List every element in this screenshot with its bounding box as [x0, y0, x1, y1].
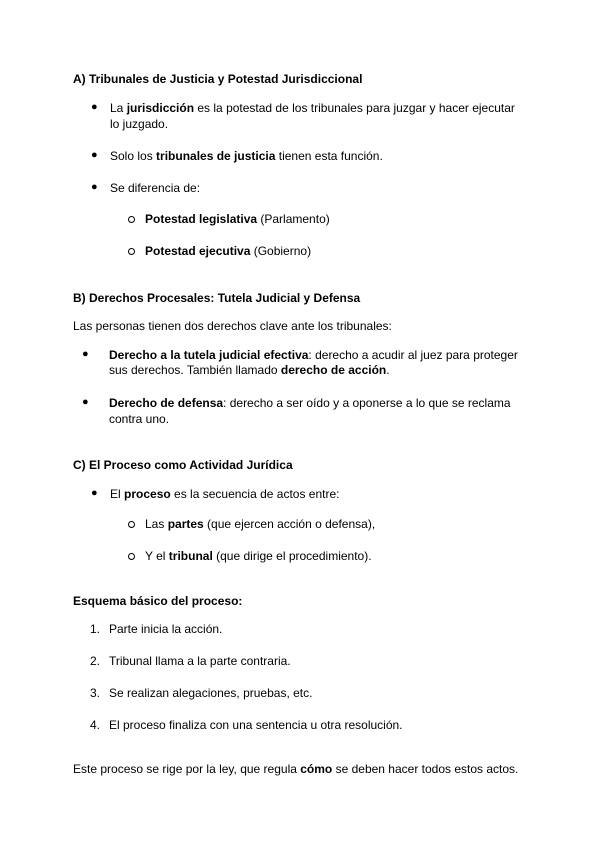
numbered-item: Parte inicia la acción. [109, 622, 223, 636]
list-item: Derecho a la tutela judicial efectiva: derecho a acudir al juez para proteger [109, 348, 518, 362]
list-item: Solo los tribunales de justicia tienen esta función. [110, 149, 383, 163]
sub-bullet-circle [128, 248, 135, 255]
section-b-heading: B) Derechos Procesales: Tutela Judicial y Defensa [73, 291, 361, 305]
bullet-dot: ● [82, 348, 89, 360]
section-b-intro: Las personas tienen dos derechos clave ante los tribunales: [73, 319, 392, 333]
bullet-dot: ● [82, 396, 89, 408]
list-item: La jurisdicción es la potestad de los tribunales para juzgar y hacer ejecutar [110, 101, 515, 115]
list-item: El proceso es la secuencia de actos entre: [110, 487, 340, 501]
bullet-dot: ● [91, 101, 98, 113]
list-item: Se diferencia de: [110, 181, 201, 195]
bullet-dot: ● [91, 487, 98, 499]
numbered-item: Tribunal llama a la parte contraria. [109, 654, 291, 668]
list-number: 3. [90, 686, 101, 700]
sub-list-item: Potestad legislativa (Parlamento) [145, 212, 330, 226]
list-item-continuation: lo juzgado. [110, 117, 169, 131]
bullet-dot: ● [91, 149, 98, 161]
schema-heading: Esquema básico del proceso: [73, 594, 243, 608]
list-number: 1. [90, 622, 101, 636]
numbered-item: El proceso finaliza con una sentencia u otra resolución. [109, 718, 403, 732]
section-c-heading: C) El Proceso como Actividad Jurídica [73, 458, 293, 472]
list-item-continuation: contra uno. [109, 412, 170, 426]
sub-bullet-circle [128, 521, 135, 528]
sub-list-item: Potestad ejecutiva (Gobierno) [145, 244, 312, 258]
sub-list-item: Y el tribunal (que dirige el procedimiento). [145, 549, 372, 563]
list-number: 2. [90, 654, 101, 668]
closing-paragraph: Este proceso se rige por la ley, que regula cómo se deben hacer todos estos actos. [73, 762, 519, 776]
sub-list-item: Las partes (que ejercen acción o defensa), [145, 517, 376, 531]
list-number: 4. [90, 718, 101, 732]
list-item-continuation: sus derechos. También llamado derecho de acción. [109, 363, 390, 377]
bullet-dot: ● [91, 181, 98, 193]
sub-bullet-circle [128, 216, 135, 223]
section-a-heading: A) Tribunales de Justicia y Potestad Jurisdiccional [73, 72, 363, 86]
sub-bullet-circle [128, 553, 135, 560]
numbered-item: Se realizan alegaciones, pruebas, etc. [109, 686, 313, 700]
list-item: Derecho de defensa: derecho a ser oído y a oponerse a lo que se reclama [109, 396, 511, 410]
